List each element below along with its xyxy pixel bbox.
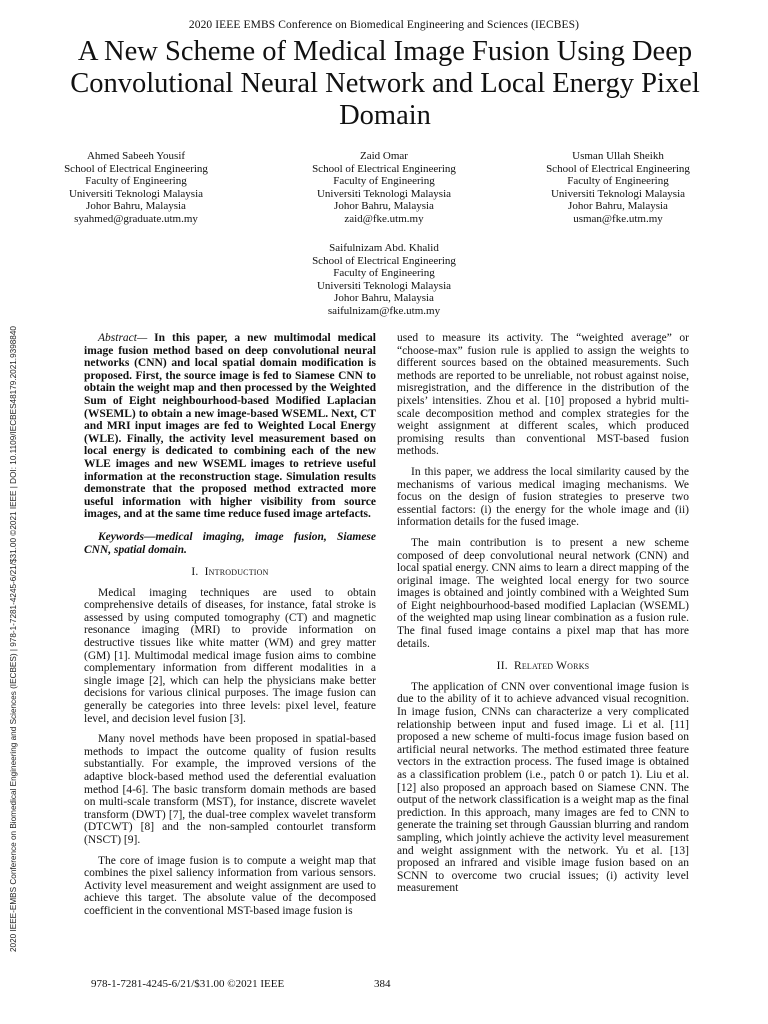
author-location: Johor Bahru, Malaysia [334,292,434,305]
section-number: I. [191,566,199,579]
body-paragraph: The application of CNN over conventional image fusion is due to the ability of it to achieve advanced visual recognition. In image fusion, CNNs can characterize a very complicated relationship between input and fused image. Li et al. [11] proposed a new scheme of multi-focus image fusion based on artificial neural networks. The method estimated three feature vectors in the extraction process. The fused image is obtained as a classification problem (i.e., patch 0 or patch 1). Liu et al. [12] also proposed an approach based on Siamese CNN. The output of the network classification is a weight map as the final prediction. In this approach, many images are fed to CNN to generate the training set through Gaussian blurring and random sampling, which jointly achieve the activity level measurement and weight assignment with the network. Yu et al. [13] proposed an infrared and visible image fusion based on an SCNN to overcome two crucial issues; (i) activity level measurement [397,680,689,895]
abstract-body: In this paper, a new multimodal medical image fusion method based on deep convolutional neural networks (CNN) and local spatial domain modification is proposed. First, the source image is fed to Siamese CNN to obtain the weight map and then processed by the Weighted Sum of Eight neighbourhood-based Modified Laplacian (WSEML) to obtain a new image-based WSEML. Next, CT and MRI input images are fed to Weighted Local Energy (WLE). Finally, the activity level measurement based on local energy is dedicated to combining each of the new WLE images and new WSEML images to retrieve useful information at the reconstruction stage. Simulation results demonstrate that the proposed method extracted more useful information with higher visibility from source images, and at the same time reduce fused image artefacts. [84,332,376,521]
author-email: saifulnizam@fke.utm.my [327,304,441,317]
author-school: School of Electrical Engineering [312,162,456,175]
body-paragraph: In this paper, we address the local similarity caused by the mechanisms of various medical imaging mechanisms. We focus on the design of fusion strategies to preserve two essential factors: (i) the energy for the whole image and (ii) information details for the fused image. [397,465,689,529]
side-citation-strip: 2020 IEEE-EMBS Conference on Biomedical Engineering and Sciences (IECBES) | 978-1-7281-4245-6/21/$31.00 ©2021 IEEE | DOI: 10.1109/IECBES48179.2021.9398840 [9,326,18,952]
author-faculty: Faculty of Engineering [567,175,669,188]
right-column [397,332,689,903]
body-paragraph: The main contribution is to present a new scheme composed of deep convolutional neural network (CNN) and local spatial energy. CNN aims to learn a direct mapping of the original image. The weighted local energy for two source images is obtained and jointly combined with a Weighted Sum of Eight neighbourhood-based modified Laplacian (WSEML) of the weighted map using linear combination as a fusion rule. The final fused image contains a pixel map that has more details. [397,536,689,650]
author-block-3 [508,150,728,226]
body-paragraph: Many novel methods have been proposed in spatial-based methods to impact the outcome quality of fusion results substantially. For example, the improved versions of the adaptive block-based method used the deferential evaluation method [4-6]. The basic transform domain methods are based on multi-scale transform (MST), for instance, discrete wavelet transform (DWT) [7], the dual-tree complex wavelet transform (DTCWT) [8] and the non-sampled contourlet transform (NSCT) [9]. [84,733,376,846]
author-school: School of Electrical Engineering [312,254,456,267]
abstract-lead: Abstract— [98,332,148,344]
author-school: School of Electrical Engineering [546,162,690,175]
section-heading-introduction [84,566,376,579]
paper-title: A New Scheme of Medical Image Fusion Using Deep Convolutional Neural Network and Local Energy Pixel Domain [70,36,700,131]
left-column [84,332,376,926]
section-number: II. [496,660,508,673]
author-name: Usman Ullah Sheikh [572,150,664,162]
author-faculty: Faculty of Engineering [333,267,435,280]
section-title: Related Works [513,660,590,673]
author-faculty: Faculty of Engineering [85,175,187,188]
author-university: Universiti Teknologi Malaysia [316,187,452,200]
footer-isbn: 978-1-7281-4245-6/21/$31.00 ©2021 IEEE [91,978,285,990]
author-email: usman@fke.utm.my [573,212,663,225]
author-location: Johor Bahru, Malaysia [86,200,186,213]
author-faculty: Faculty of Engineering [333,175,435,188]
body-paragraph-continued: used to measure its activity. The “weighted average” or “choose-max” fusion rule is applied to assign the weights to different sources based on the obtained measurements. Such methods are reported to be unreliable, not robust against noise, misregistration, and the difference in the distribution of the pixels’ intensities. Zhou et al. [10] proposed a hybrid multi-scale decomposition method and complex strategies for the weight assignment at different scales, which produced promising results than conventional MST-based fusion methods. [397,332,689,458]
author-name: Saifulnizam Abd. Khalid [329,242,439,254]
page-number: 384 [374,978,391,990]
author-university: Universiti Teknologi Malaysia [550,187,686,200]
author-university: Universiti Teknologi Malaysia [316,279,452,292]
author-block-1 [26,150,246,226]
keywords: Keywords—medical imaging, image fusion, Siamese CNN, spatial domain. [84,530,376,556]
author-email: syahmed@graduate.utm.my [74,212,198,225]
author-name: Ahmed Sabeeh Yousif [86,150,186,162]
author-university: Universiti Teknologi Malaysia [68,187,204,200]
conference-header: 2020 IEEE EMBS Conference on Biomedical Engineering and Sciences (IECBES) [188,19,580,31]
author-location: Johor Bahru, Malaysia [334,200,434,213]
author-school: School of Electrical Engineering [64,162,208,175]
author-location: Johor Bahru, Malaysia [568,200,668,213]
body-paragraph: The core of image fusion is to compute a weight map that combines the pixel saliency information from various sensors. Activity level measurement and weight assignment are used to achieve this target. The absolute value of the decomposed coefficient in the conventional MST-based image fusion is [84,854,376,917]
body-paragraph: Medical imaging techniques are used to obtain comprehensive details of diseases, for instance, fatal stroke is assessed by using computed tomography (CT) and magnetic resonance imaging (MRI) to provide information on destructive tissues like white matter (WM) and grey matter (GM) [1]. Multimodal medical image fusion aims to combine complementary information from different modalities in a single image [2], which can help the physicians make better decisions for various clinical purposes. The image fusion can generally be categories into three levels: pixel level, feature level, and decision level fusion [3]. [84,586,376,725]
author-block-2 [274,150,494,226]
author-name: Zaid Omar [360,150,408,162]
section-title: Introduction [204,566,269,579]
author-email: zaid@fke.utm.my [344,212,424,225]
section-heading-related-works [397,660,689,673]
author-block-4 [274,242,494,318]
abstract [84,332,376,521]
